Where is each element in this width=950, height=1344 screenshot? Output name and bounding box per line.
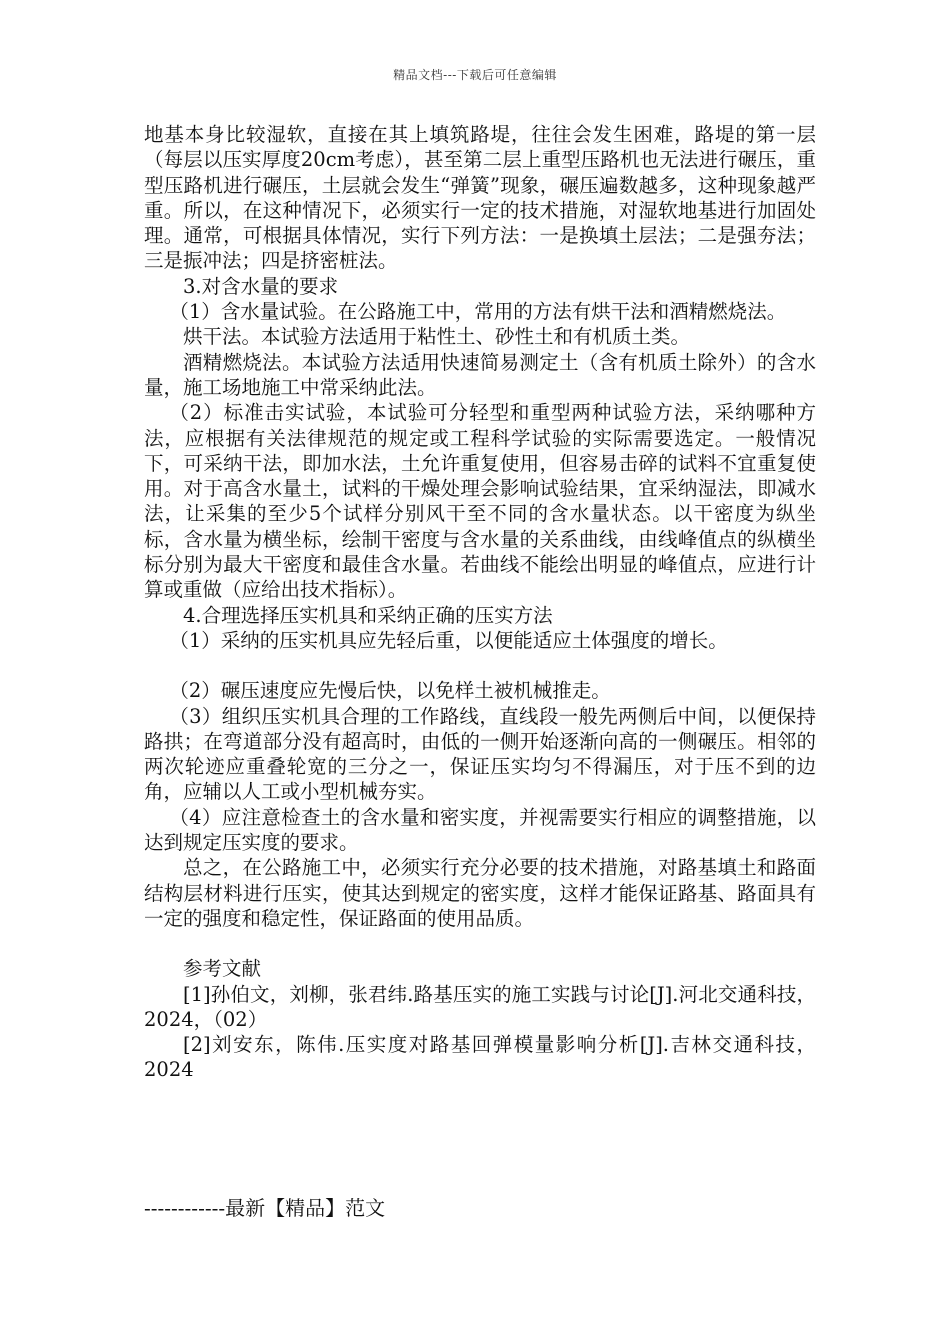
section-heading-compaction-tools: 4.合理选择压实机具和采纳正确的压实方法 [183,603,553,627]
paragraph-soft-foundation: 地基本身比较湿软，直接在其上填筑路堤，往往会发生困难，路堤的第一层（每层以压实厚度20cm考虑），甚至第二层上重型压路机也无法进行碾压，重型压路机进行碾压，土层就会发生“弹簧”现象，碾压遍数越多，这种现象越严重。所以，在这种情况下，必须实行一定的技术措施，对湿软地基进行加固处理。通常，可根据具体情况，实行下列方法：一是换填土层法；二是强夯法；三是振冲法；四是挤密桩法。 [144,123,816,273]
paragraph-water-content-test: （1）含水量试验。在公路施工中，常用的方法有烘干法和酒精燃烧法。 [169,300,787,324]
reference-item: [2]刘安东，陈伟.压实度对路基回弹模量影响分析[J].吉林交通科技，2024 [144,1033,816,1082]
document-body [144,122,816,1083]
page-header: 精品文档---下载后可任意编辑 [393,68,557,82]
references-title: 参考文献 [183,957,262,981]
section-heading-water-content: 3.对含水量的要求 [183,274,339,298]
paragraph-alcohol-method: 酒精燃烧法。本试验方法适用快速简易测定土（含有机质土除外）的含水量，施工场地施工中常采纳此法。 [144,350,816,399]
paragraph-gap [144,931,816,956]
paragraph-light-to-heavy: （1）采纳的压实机具应先轻后重，以便能适应土体强度的增长。 [169,628,728,652]
paragraph-conclusion: 总之，在公路施工中，必须实行充分必要的技术措施，对路基填土和路面结构层材料进行压实，使其达到规定的密实度，这样才能保证路基、路面具有一定的强度和稳定性，保证路面的使用品质。 [144,856,816,930]
paragraph-drying-method: 烘干法。本试验方法适用于粘性土、砂性土和有机质土类。 [183,325,691,349]
paragraph-work-route: （3）组织压实机具合理的工作路线，直线段一般先两侧后中间，以便保持路拱；在弯道部分没有超高时，由低的一侧开始逐渐向高的一侧碾压。相邻的两次轮迹应重叠轮宽的三分之一，保证压实均匀不得漏压，对于压不到的边角，应辅以人工或小型机械夯实。 [144,704,816,804]
paragraph-compaction-test: （2）标准击实试验，本试验可分轻型和重型两种试验方法，采纳哪种方法，应根据有关法律规范的规定或工程科学试验的实际需要选定。一般情况下，可采纳干法，即加水法，土允许重复使用，但容易击碎的试料不宜重复使用。对于高含水量土，试料的干燥处理会影响试验结果，宜采纳湿法，即减水法，让采集的至少5个试样分别风干至不同的含水量状态。以干密度为纵坐标，含水量为横坐标，绘制干密度与含水量的关系曲线，由线峰值点的纵横坐标分别为最大干密度和最佳含水量。若曲线不能绘出明显的峰值点，应进行计算或重做（应给出技术指标）。 [144,401,816,602]
reference-item: [1]孙伯文，刘柳，张君纬.路基压实的施工实践与讨论[J].河北交通科技，2024，（02） [144,982,816,1031]
paragraph-check-density: （4）应注意检查土的含水量和密实度，并视需要实行相应的调整措施，以达到规定压实度的要求。 [144,805,816,855]
page-footer: ------------最新【精品】范文 [144,1196,386,1220]
paragraph-rolling-speed: （2）碾压速度应先慢后快，以免样土被机械推走。 [169,679,611,703]
paragraph-gap [144,653,816,678]
